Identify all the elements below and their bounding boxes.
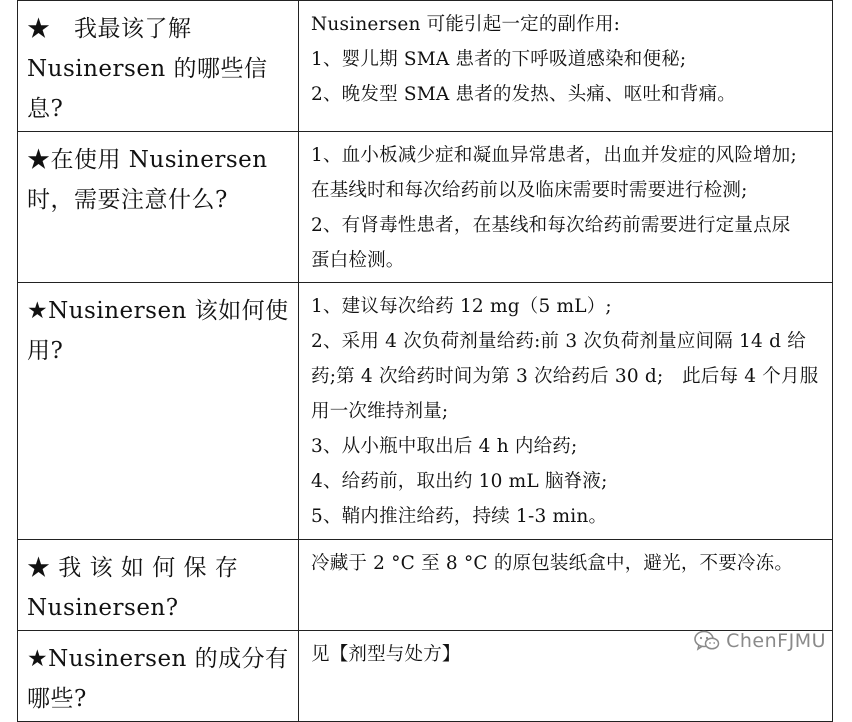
faq-row	[18, 283, 833, 540]
question-text: ★Nusinersen 该如何使用?	[27, 298, 289, 364]
answer-line: 2、采用 4 次负荷剂量给药:前 3 次负荷剂量应间隔 14 d 给	[311, 331, 806, 352]
question-text: ★Nusinersen 的成分有哪些?	[27, 646, 289, 712]
question-cell	[18, 283, 299, 540]
watermark	[694, 630, 826, 652]
answer-line: 见【剂型与处方】	[311, 644, 461, 665]
faq-row	[18, 1, 833, 132]
answer-line: 1、建议每次给药 12 mg（5 mL）;	[311, 296, 612, 317]
question-cell	[18, 1, 299, 132]
answer-line: 在基线时和每次给药前以及临床需要时需要进行检测;	[311, 180, 748, 201]
answer-cell	[299, 283, 833, 540]
question-cell	[18, 631, 299, 722]
question-cell	[18, 132, 299, 283]
faq-row	[18, 132, 833, 283]
answer-line: Nusinersen 可能引起一定的副作用:	[311, 14, 621, 35]
answer-line: 2、有肾毒性患者，在基线和每次给药前需要进行定量点尿	[311, 215, 791, 236]
faq-table	[17, 0, 833, 722]
answer-line: 5、鞘内推注给药，持续 1-3 min。	[311, 506, 608, 527]
faq-row	[18, 540, 833, 631]
answer-line: 蛋白检测。	[311, 250, 405, 271]
answer-line: 1、血小板减少症和凝血异常患者，出血并发症的风险增加;	[311, 145, 797, 166]
question-text: ★ 我最该了解 Nusinersen 的哪些信息?	[27, 16, 268, 122]
answer-line: 4、给药前，取出约 10 mL 脑脊液;	[311, 471, 608, 492]
question-cell	[18, 540, 299, 631]
answer-line: 药;第 4 次给药时间为第 3 次给药后 30 d; 此后每 4 个月服	[311, 366, 819, 387]
question-text: ★在使用 Nusinersen 时，需要注意什么?	[27, 147, 268, 213]
answer-line: 用一次维持剂量;	[311, 401, 449, 422]
answer-line: 1、婴儿期 SMA 患者的下呼吸道感染和便秘;	[311, 49, 687, 70]
question-text: ★ 我 该 如 何 保 存 Nusinersen?	[27, 555, 239, 621]
answer-line: 2、晚发型 SMA 患者的发热、头痛、呕吐和背痛。	[311, 84, 737, 105]
answer-line: 3、从小瓶中取出后 4 h 内给药;	[311, 436, 578, 457]
answer-cell	[299, 1, 833, 132]
answer-cell	[299, 132, 833, 283]
watermark-text: ChenFJMU	[726, 630, 826, 652]
wechat-icon	[694, 630, 720, 652]
answer-cell	[299, 540, 833, 631]
answer-line: 冷藏于 2 °C 至 8 °C 的原包装纸盒中，避光，不要冷冻。	[311, 553, 794, 574]
